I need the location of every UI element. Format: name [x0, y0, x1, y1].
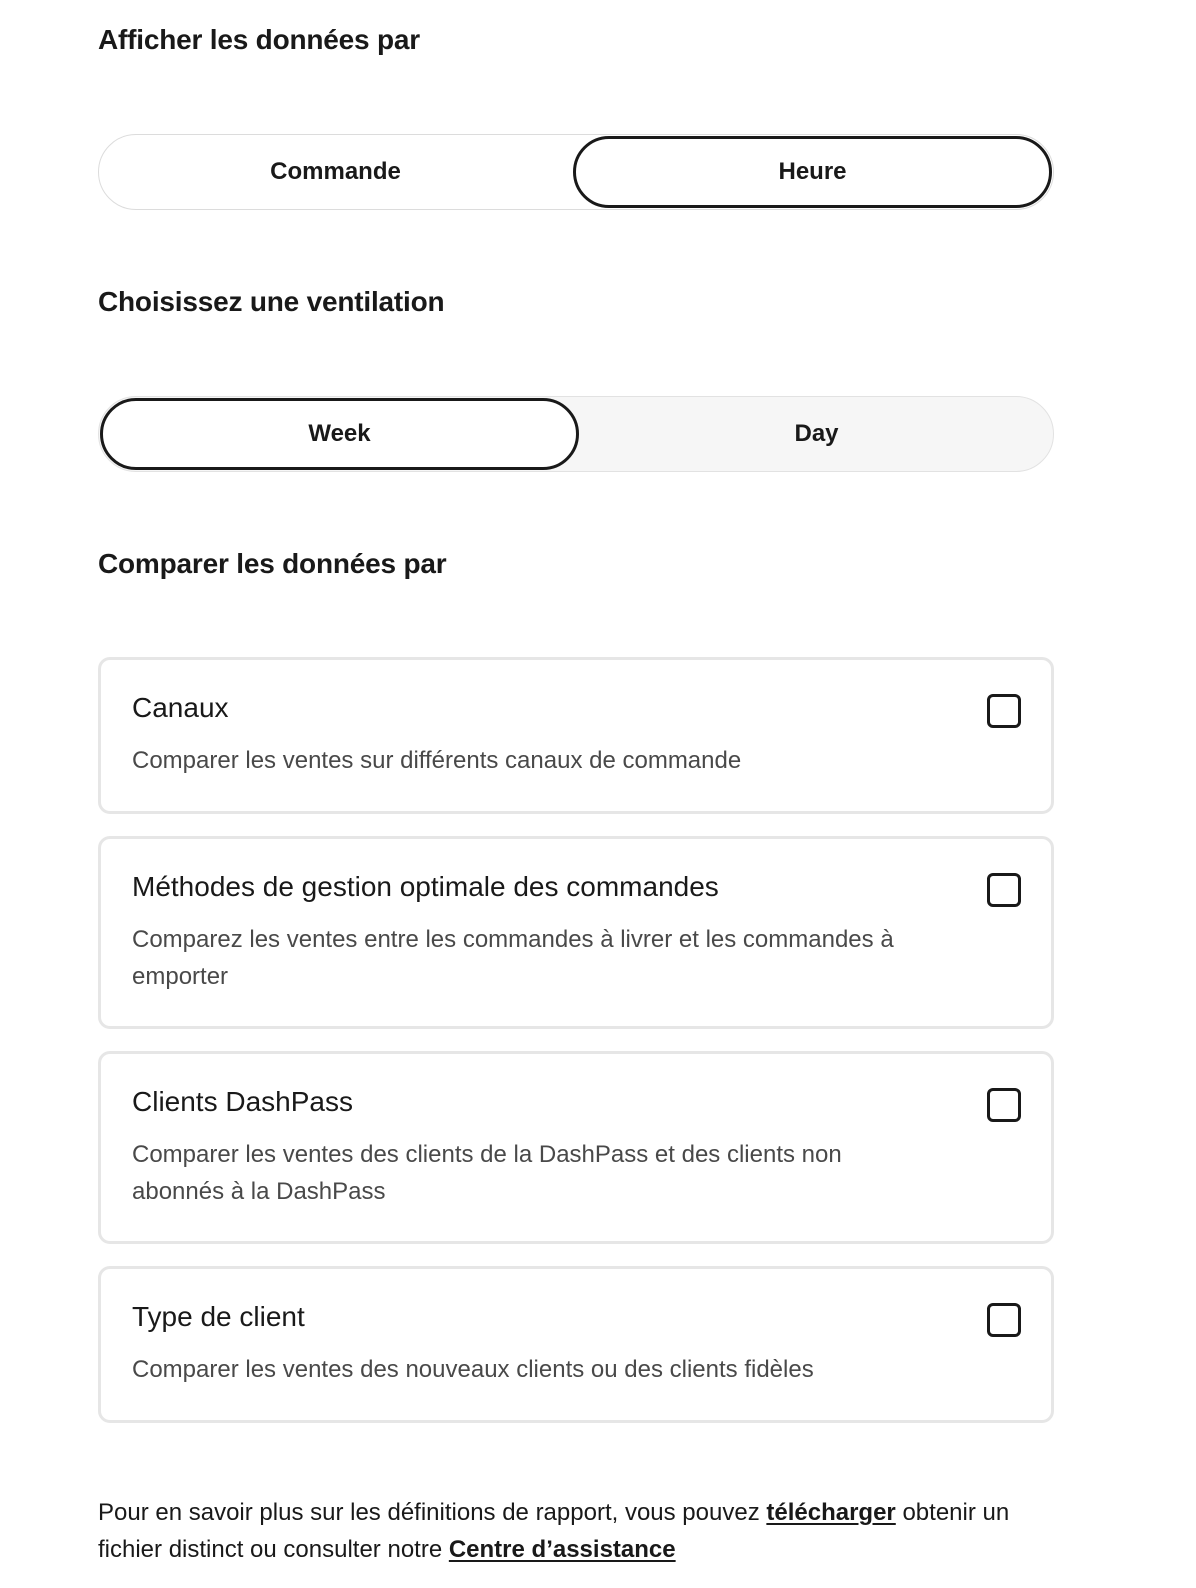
help-center-link[interactable]: Centre d’assistance [448, 1536, 676, 1563]
breakdown-toggle [98, 396, 1054, 472]
footer-text-before: Pour en savoir plus sur les définitions de rapport, vous pouvez [98, 1499, 767, 1526]
compare-card-type-client[interactable] [98, 1266, 1054, 1423]
card-description: Comparer les ventes sur différents canaux de commande [132, 747, 742, 774]
card-title: Canaux [132, 692, 229, 723]
download-link[interactable]: télécharger [766, 1499, 896, 1526]
card-title: Méthodes de gestion optimale des commandes [132, 871, 719, 902]
compare-card-methodes[interactable] [98, 836, 1054, 1029]
card-description: Comparer les ventes des nouveaux clients ou des clients fidèles [132, 1356, 814, 1383]
breakdown-option-week[interactable]: Week [100, 398, 579, 470]
compare-card-dashpass[interactable] [98, 1051, 1054, 1244]
view-by-heading: Afficher les données par [98, 24, 420, 55]
checkbox[interactable] [987, 1088, 1021, 1122]
view-by-toggle [98, 134, 1054, 210]
compare-heading: Comparer les données par [98, 548, 447, 579]
view-by-option-heure[interactable]: Heure [573, 136, 1052, 208]
checkbox[interactable] [987, 1303, 1021, 1337]
card-description: Comparer les ventes des clients de la DashPass et des clients non abonnés à la DashPass [132, 1141, 842, 1205]
breakdown-option-day[interactable]: Day [580, 397, 1053, 471]
checkbox[interactable] [987, 873, 1021, 907]
card-description: Comparez les ventes entre les commandes à livrer et les commandes à emporter [132, 926, 894, 990]
checkbox[interactable] [987, 694, 1021, 728]
breakdown-heading: Choisissez une ventilation [98, 286, 445, 317]
compare-card-canaux[interactable] [98, 657, 1054, 814]
footer-text-middle: obtenir un fichier distinct ou consulter notre [98, 1499, 1010, 1563]
view-by-option-commande[interactable]: Commande [99, 135, 572, 209]
footer-help-text [98, 1494, 1038, 1568]
card-title: Clients DashPass [132, 1086, 353, 1117]
card-title: Type de client [132, 1301, 305, 1332]
